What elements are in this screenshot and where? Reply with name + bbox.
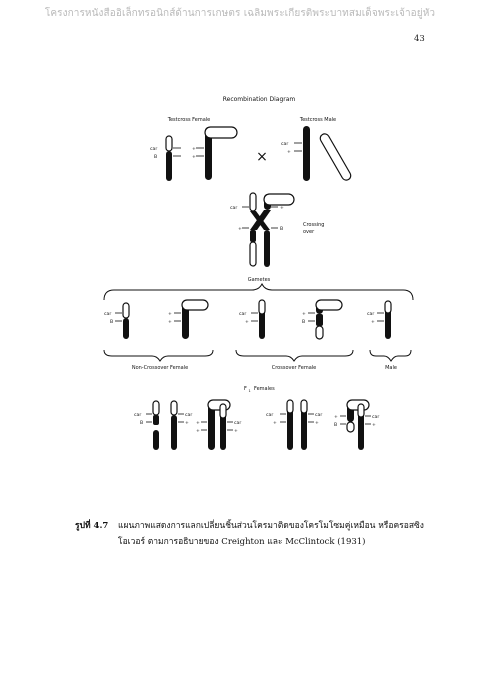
allele-car: car [150,147,158,152]
allele-car: car [315,413,323,418]
gamete-chromosomes [115,300,391,339]
crossover-female-label: Crossover Female [271,365,317,371]
allele-plus: + [168,312,172,317]
allele-car: car [266,413,274,418]
testcross-male-chromosomes [294,126,352,182]
watermark: โครงการหนังสืออิเล็กทรอนิกส์ด้านการเกษตร เฉลิมพระเกียรติพระบาทสมเด็จพระเจ้าอยู่หัว [44,8,436,19]
allele-plus: + [273,421,277,426]
allele-B: B [280,227,284,232]
testcross-female-label: Testcross Female [167,117,211,123]
allele-plus: + [234,429,238,434]
non-crossover-brace [104,350,213,361]
f1-subscript: 1 [248,389,251,393]
diagram-title: Recombination Diagram [222,96,296,103]
allele-car: car [234,421,242,426]
allele-plus: + [192,147,196,152]
allele-car: car [104,312,112,317]
allele-plus: + [185,421,189,426]
male-brace [370,350,411,361]
non-crossover-female-label: Non-Crossover Female [131,365,189,371]
caption-line-2: โอเวอร์ ตามการอธิบายของ Creighton และ McClintock (1931) [118,537,366,547]
allele-plus: + [196,429,200,434]
allele-plus: + [287,150,291,155]
crossing-over-chromosomes [242,193,294,267]
allele-plus: + [168,320,172,325]
allele-car: car [239,312,247,317]
gametes-label: Gametes [247,277,271,283]
testcross-female-chromosomes [166,127,237,181]
allele-car: car [367,312,375,317]
page-number: 43 [414,34,425,44]
allele-B: B [110,320,114,325]
allele-plus: + [280,206,284,211]
allele-plus: + [245,320,249,325]
allele-plus: + [371,320,375,325]
caption-line-1: แผนภาพแสดงการแลกเปลี่ยนชิ้นส่วนโครมาติดของโครโมโซมคู่เหมือน หรือครอสซิง [118,521,424,531]
allele-B: B [302,320,306,325]
allele-plus: + [334,415,338,420]
f1-chromosomes [146,400,371,450]
allele-plus: + [315,421,319,426]
crossing-over-label-1: Crossing [303,222,325,228]
allele-plus: + [372,423,376,428]
allele-car: car [372,415,380,420]
allele-car: car [185,413,193,418]
allele-B: B [334,423,338,428]
cross-symbol: × [256,149,268,165]
figure-number: รูปที่ 4.7 [75,521,109,531]
allele-plus: + [302,312,306,317]
allele-car: car [281,142,289,147]
gametes-brace [104,284,413,300]
f1-label: F [244,386,247,392]
allele-car: car [230,206,238,211]
allele-car: car [134,413,142,418]
allele-B: B [154,155,158,160]
male-label: Male [385,365,397,371]
crossover-brace [236,350,353,361]
testcross-male-label: Testcross Male [299,117,337,123]
f1-females-label: Females [254,386,275,392]
allele-plus: + [196,421,200,426]
allele-plus: + [238,227,242,232]
allele-plus: + [192,155,196,160]
allele-B: B [140,421,144,426]
crossing-over-label-2: over [303,229,315,235]
